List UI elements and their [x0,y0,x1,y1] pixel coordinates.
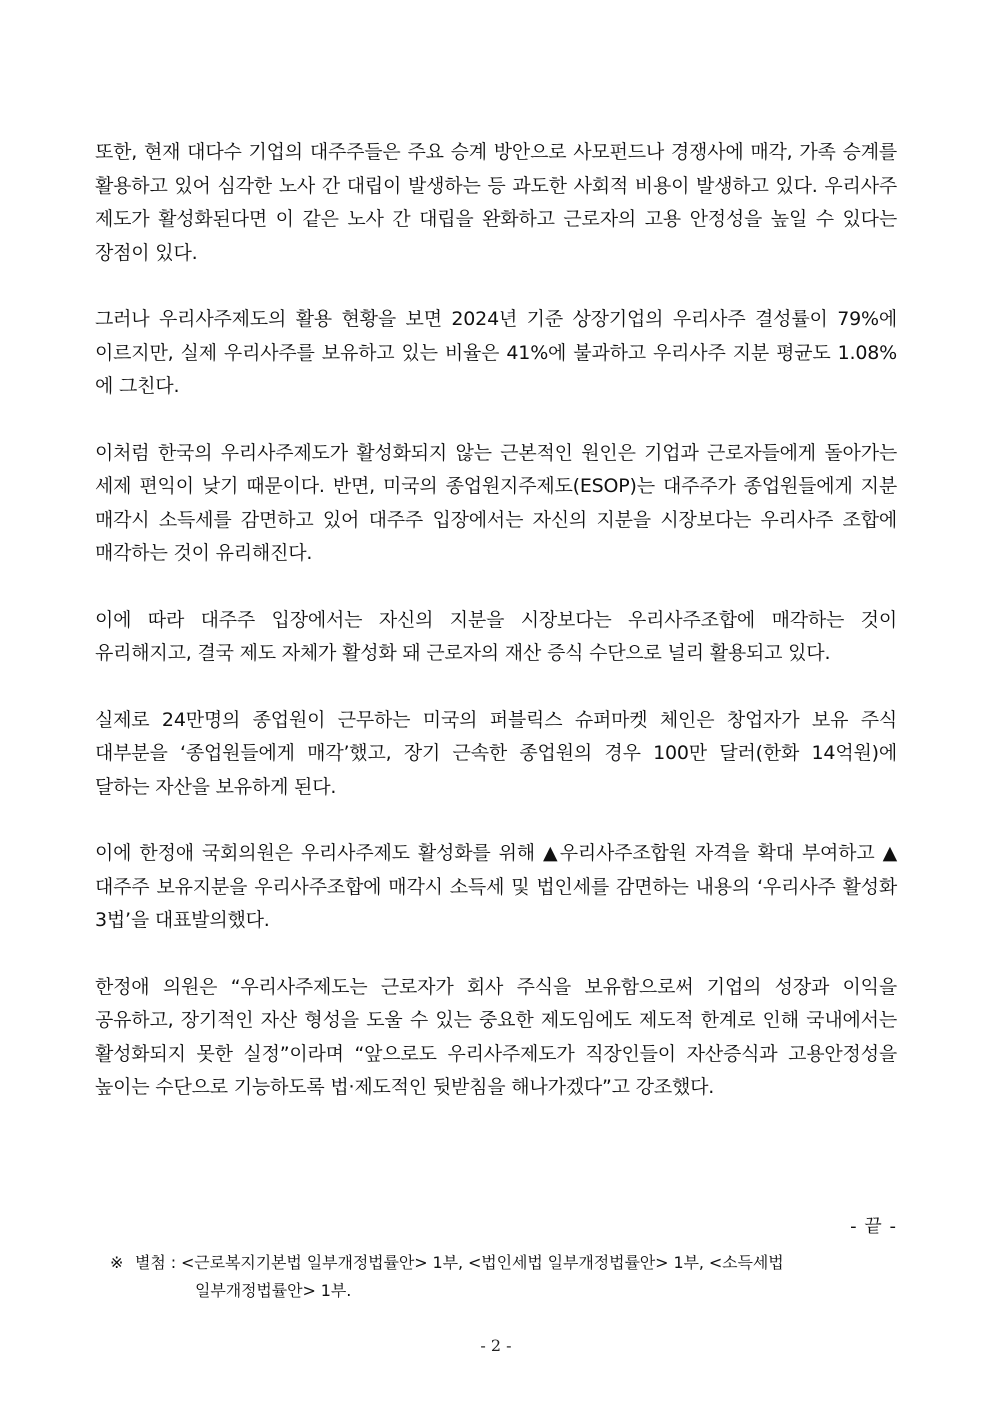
attachment-line-2: 일부개정법률안> 1부. [195,1281,352,1300]
page-number: - 2 - [480,1336,512,1355]
paragraph-root-cause: 이처럼 한국의 우리사주제도가 활성화되지 않는 근본적인 원인은 기업과 근로자들에게 돌아가는 세제 편익이 낮기 때문이다. 반면, 미국의 종업원지주제도(ESOP)는 대주주가 종업원들에게 지분 매각시 소득세를 감면하고 있어 대주주 입장에서는 자신의 지분을 시장보다는 우리사주 조합에 매각하는 것이 유리해진다. [95,441,897,564]
reference-mark-icon: ※ [110,1253,124,1272]
paragraph-bill-proposal: 이에 한정애 국회의원은 우리사주제도 활성화를 위해 ▲우리사주조합원 자격을 확대 부여하고 ▲대주주 보유지분을 우리사주조합에 매각시 소득세 및 법인세를 감면하는 내용의 ‘우리사주 활성화 3법’을 대표발의했다. [95,842,897,931]
paragraph-publix-example: 실제로 24만명의 종업원이 근무하는 미국의 퍼블릭스 슈퍼마켓 체인은 창업자가 보유 주식 대부분을 ‘종업원들에게 매각’했고, 장기 근속한 종업원의 경우 100만 달러(한화 14억원)에 달하는 자산을 보유하게 된다. [95,708,897,798]
paragraph-esop-effect: 이에 따라 대주주 입장에서는 자신의 지분을 시장보다는 우리사주조합에 매각하는 것이 유리해지고, 결국 제도 자체가 활성화 돼 근로자의 재산 증식 수단으로 널리 활용되고 있다. [95,608,897,664]
attachment-note [110,1249,897,1305]
body-text [95,136,897,1138]
attachment-line-1: 별첨 : <근로복지기본법 일부개정법률안> 1부, <법인세법 일부개정법률안> 1부, <소득세법 [135,1253,784,1272]
paragraph-quote: 한정애 의원은 “우리사주제도는 근로자가 회사 주식을 보유함으로써 기업의 성장과 이익을 공유하고, 장기적인 자산 형성을 도울 수 있는 중요한 제도임에도 제도적 한계로 인해 국내에서는 활성화되지 못한 실정”이라며 “앞으로도 우리사주제도가 직장인들이 자산증식과 고용안정성을 높이는 수단으로 기능하도록 법·제도적인 뒷받침을 해나가겠다”고 강조했다. [95,975,897,1098]
paragraph-usage-status: 그러나 우리사주제도의 활용 현황을 보면 2024년 기준 상장기업의 우리사주 결성률이 79%에 이르지만, 실제 우리사주를 보유하고 있는 비율은 41%에 불과하고 우리사주 지분 평균도 1.08%에 그친다. [95,308,897,397]
paragraph-succession: 또한, 현재 대다수 기업의 대주주들은 주요 승계 방안으로 사모펀드나 경쟁사에 매각, 가족 승계를 활용하고 있어 심각한 노사 간 대립이 발생하는 등 과도한 사회적 비용이 발생하고 있다. 우리사주 제도가 활성화된다면 이 같은 노사 간 대립을 완화하고 근로자의 고용 안정성을 높일 수 있다는 장점이 있다. [95,141,897,264]
end-mark: - 끝 - [850,1216,897,1237]
